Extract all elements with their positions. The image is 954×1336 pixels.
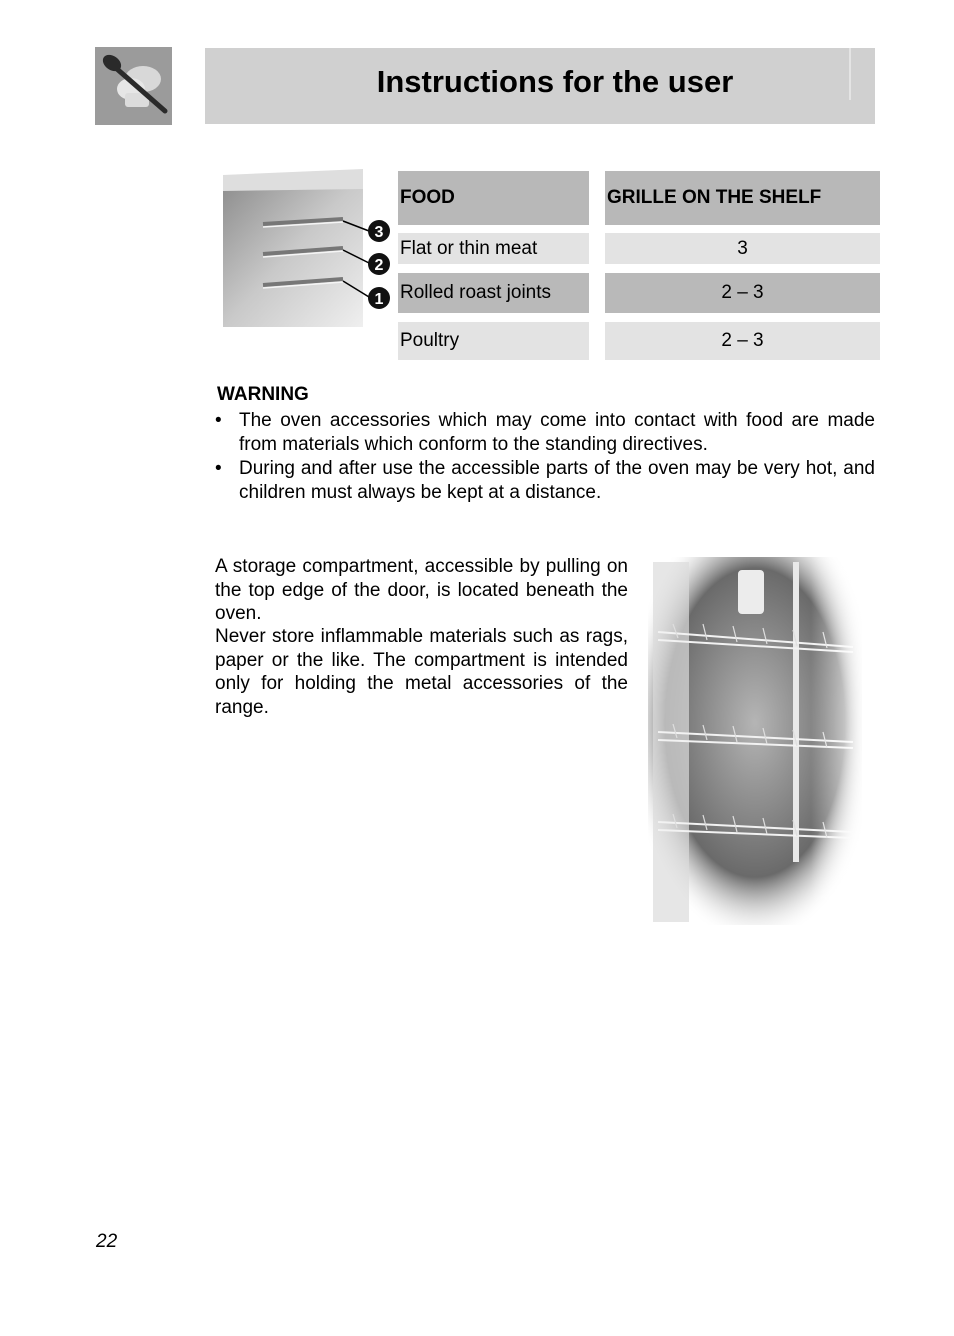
table-cell-food: Flat or thin meat: [398, 233, 589, 264]
table-cell-shelf: 2 – 3: [605, 273, 880, 313]
oven-shelf-positions-icon: [223, 169, 393, 327]
warning-text: During and after use the accessible parts of the oven may be very hot, and children must always be kept at a distance.: [239, 458, 875, 503]
storage-paragraph: Never store inflammable materials such as rags, paper or the like. The compartment is intended only for holding the metal accessories of the range.: [215, 626, 628, 718]
bullet-icon: •: [215, 458, 222, 479]
shelf-level-3-label: 3: [374, 224, 384, 241]
shelf-level-1-label: 1: [374, 291, 384, 308]
warning-text: The oven accessories which may come into contact with food are made from materials which conform to the standing directives.: [239, 410, 875, 455]
warning-title: WARNING: [217, 384, 309, 405]
spoon-chef-hat-icon: [95, 47, 172, 125]
warning-list: [215, 409, 875, 505]
table-cell-shelf: 2 – 3: [605, 322, 880, 360]
table-header-food: FOOD: [398, 171, 589, 225]
logo-box: [95, 47, 172, 125]
bullet-icon: •: [215, 410, 222, 431]
oven-interior-racks-photo: [643, 552, 867, 930]
page-title: Instructions for the user: [376, 64, 734, 99]
storage-paragraph: A storage compartment, accessible by pulling on the top edge of the door, is located beneath the oven.: [215, 556, 628, 624]
header-bar: [205, 48, 875, 124]
list-item: [215, 457, 875, 504]
table-header-grille: GRILLE ON THE SHELF: [605, 171, 880, 225]
page-number: 22: [96, 1231, 118, 1252]
table-cell-shelf: 3: [605, 233, 880, 264]
list-item: [215, 409, 875, 456]
shelf-level-2-label: 2: [374, 257, 384, 274]
table-cell-food: Rolled roast joints: [398, 273, 589, 313]
table-cell-food: Poultry: [398, 322, 589, 360]
